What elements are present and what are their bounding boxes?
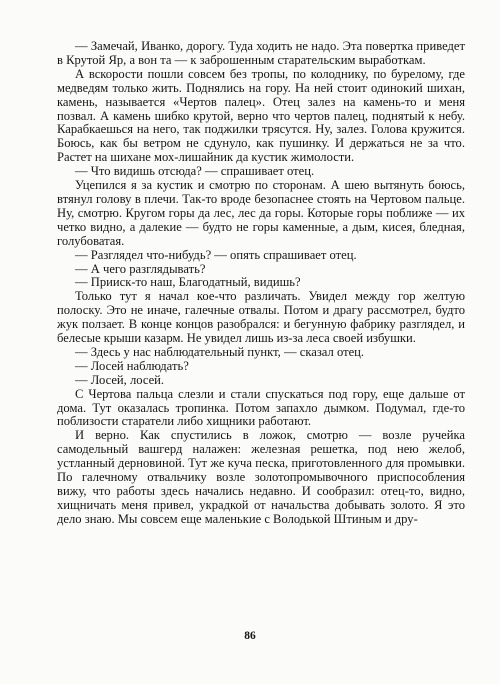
paragraph: И верно. Как спустились в ложок, смотрю — возле ручейка самодельный вашгерд налажен: железная решетка, под нею желоб, устланный дерновиной. Тут же куча песка, приготовленного для промывки. По галечному отвальчику возле золотопромывочного приспособления вижу, что работы здесь начались недавно. И сообразил: отец-то, видно, хищничать меня привел, украдкой от начальства добывать золото. Я это дело знаю. Мы совсем еще маленькие с Володькой Штиным и дру- [57,428,465,526]
paragraph: — А чего разглядывать? [75,261,206,276]
paragraph: Только тут я начал кое-что различать. Увидел между гор желтую полоску. Это не иначе, галечные отвалы. Потом и драгу рассмотрел, будто жук ползает. В конце концов разобрался: и бегунную фабрику разглядел, и белесые крыши казарм. Не увидел лишь из-за леса своей избушки. [57,289,465,346]
page-number: 86 [244,630,256,642]
paragraph: — Здесь у нас наблюдательный пункт, — сказал отец. [75,344,365,359]
paragraph: — Лосей, лосей. [75,372,165,387]
paragraph: А вскорости пошли совсем без тропы, по колоднику, по бурелому, где медведям только жить. Поднялись на гору. На ней стоит одинокий шихан, камень, называется «Чертов палец». Отец залез на камень-то и меня позвал. А камень шибко крутой, верно что чертов палец, поднятый к небу. Карабкаешься на него, так поджилки трясутся. Ну, залез. Голова кружится. Боюсь, как бы ветром не сдунуло, как пушинку. И держаться не за что. Растет на шихане мох-лишайник да кустик жимолости. [57,66,465,165]
paragraph: — Замечай, Иванко, дорогу. Туда ходить не надо. Эта повертка приведет в Крутой Яр, а вон та — к заброшенным старательским выработкам. [57,39,465,67]
paragraph: С Чертова пальца слезли и стали спускаться под гору, еще дальше от дома. Тут оказалась тропинка. Потом запахло дымком. Подумал, где-то поблизости старатели либо хищники работают. [57,386,465,429]
paragraph: — Прииск-то наш, Благодатный, видишь? [75,275,301,290]
paragraph: — Разглядел что-нибудь? — опять спрашивает отец. [75,247,357,262]
paragraph: Уцепился я за кустик и смотрю по сторонам. А шею вытянуть боюсь, втянул голову в плечи. Так-то вроде безопаснее стоять на Чертовом пальце. Ну, смотрю. Кругом горы да лес, лес да горы. Которые горы поближе — их четко видно, а далекие — будто не горы каменные, а дым, кисея, бледная, голубоватая. [57,178,465,248]
paragraph: — Что видишь отсюда? — спрашивает отец. [75,164,315,179]
body-text [57,40,465,527]
paragraph: — Лосей наблюдать? [75,358,189,373]
